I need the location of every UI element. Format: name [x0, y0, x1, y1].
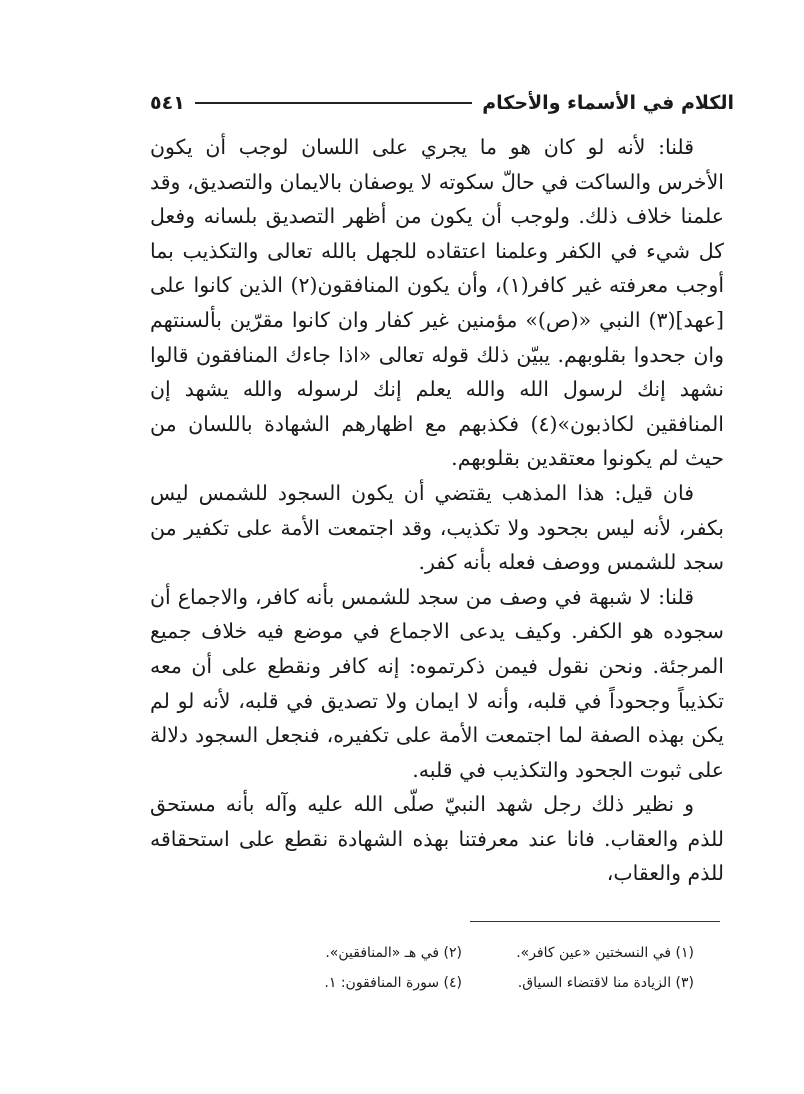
book-title: الكلام في الأسماء والأحكام — [482, 92, 734, 114]
header-rule — [195, 102, 472, 104]
footnote: (٢) في هـ «المنافقين». — [325, 945, 462, 961]
footnote-separator — [470, 921, 720, 922]
paragraph: قلنا: لأنه لو كان هو ما يجري على اللسان لوجب أن يكون الأخرس والساكت في حالّ سكوته لا يوصفان بالايمان والتصديق، وقد علمنا خلاف ذلك. ولوجب أن يكون من أظهر التصديق بلسانه وفعل كل شيء في الكفر وعلمنا اعتقاده للجهل بالله تعالى والتكذيب بما أوجب معرفته غير كافر(١)، وأن يكون المنافقون(٢) الذين كانوا على [عهد](٣) النبي «(ص)» مؤمنين غير كفار وان كانوا مقرّين بألسنتهم وان جحدوا بقلوبهم. يبيّن ذلك قوله تعالى «اذا جاءك المنافقون قالوا نشهد إنك لرسول الله والله يعلم إنك لرسوله والله يشهد إن المنافقين لكاذبون»(٤) فكذبهم مع اظهارهم الشهادة باللسان من حيث لم يكونوا معتقدين بقلوبهم. — [150, 135, 725, 471]
paragraph: و نظير ذلك رجل شهد النبيّ صلّى الله عليه وآله بأنه مستحق للذم والعقاب. فانا عند معرفتنا بهذه الشهادة نقطع على استحقاقه للذم والعقاب، — [150, 792, 724, 886]
paragraph: قلنا: لا شبهة في وصف من سجد للشمس بأنه كافر، والاجماع أن سجوده هو الكفر. وكيف يدعى الاجماع في موضع فيه خلاف جميع المرجئة. ونحن نقول فيمن ذكرتموه: إنه كافر ونقطع على أن معه تكذيباً وجحوداً في قلبه، وأنه لا ايمان ولا تصديق في قلبه، لأنه لو لم يكن بهذه الصفة لما اجتمعت الأمة على تكفيره، فنجعل السجود دلالة على ثبوت الجحود والتكذيب في قلبه. — [150, 584, 724, 782]
footnotes — [230, 938, 694, 998]
running-header — [150, 88, 734, 118]
footnote: (١) في النسختين «عين كافر». — [516, 945, 694, 961]
paragraph: فان قيل: هذا المذهب يقتضي أن يكون السجود للشمس ليس بكفر، لأنه ليس بجحود ولا تكذيب، وقد اجتمعت الأمة على تكفير من سجد للشمس ووصف فعله بأنه كفر. — [150, 480, 724, 575]
main-text — [150, 130, 724, 891]
footnote-row — [230, 938, 694, 968]
footnote-row — [230, 968, 694, 998]
footnote: (٣) الزيادة منا لاقتضاء السياق. — [517, 975, 694, 991]
footnote: (٤) سورة المنافقون: ١. — [324, 975, 462, 991]
page-number: ٥٤١ — [150, 92, 185, 114]
